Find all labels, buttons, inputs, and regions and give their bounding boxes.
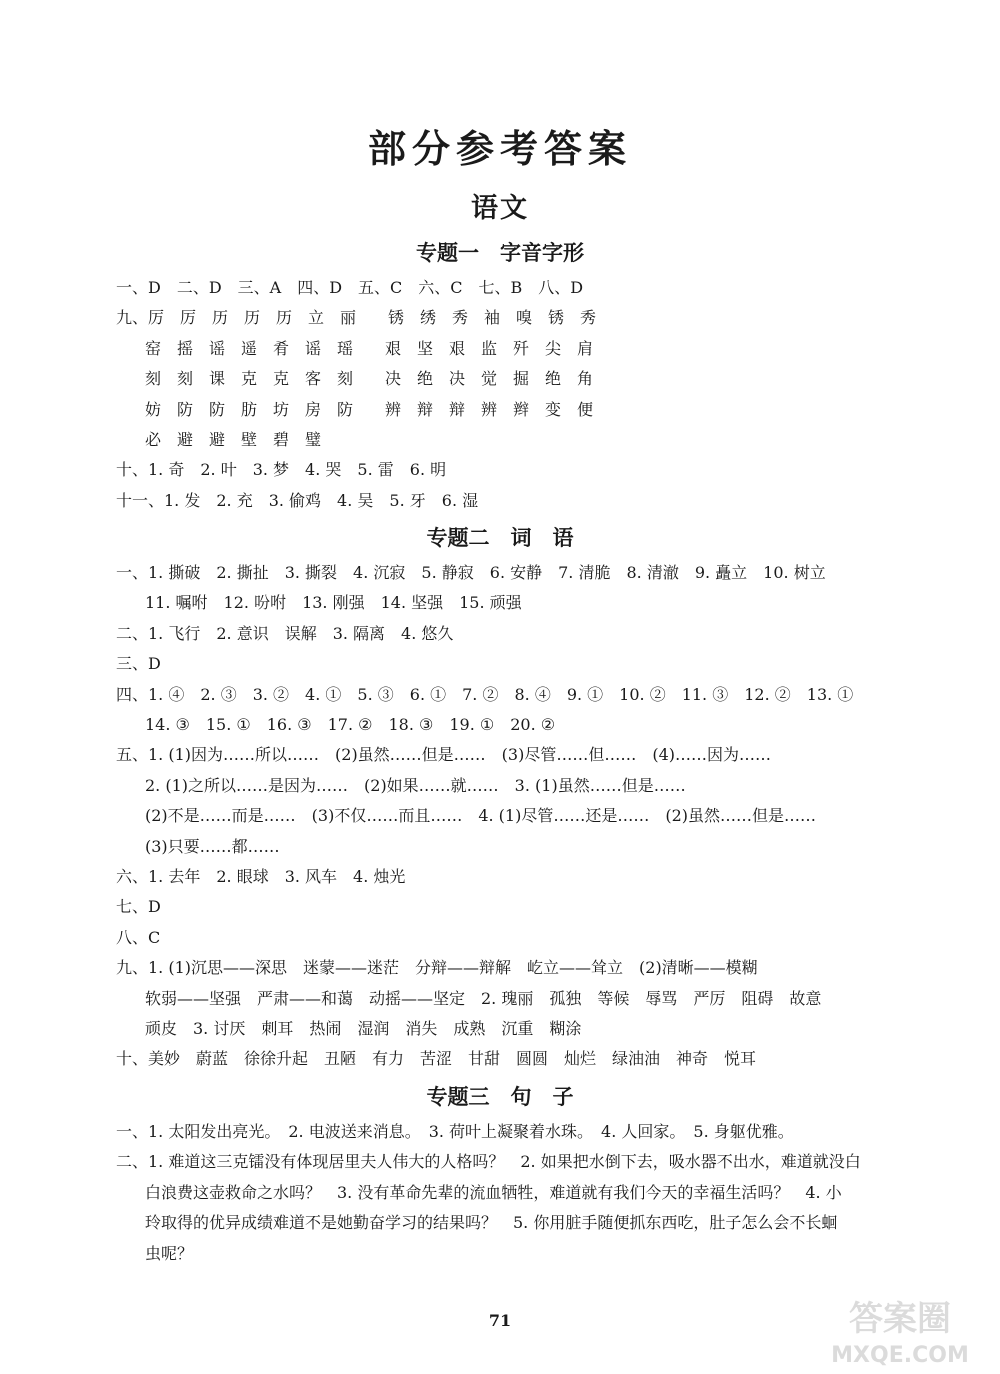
answer-line: (2)不是……而是…… (3)不仅……而且…… 4. (1)尽管……还是…… (2)虽然……但是…… xyxy=(145,806,817,825)
watermark-logo xyxy=(820,1290,980,1370)
answer-line: 玲取得的优异成绩难道不是她勤奋学习的结果吗？ 5. 你用脏手随便抓东西吃，肚子怎么会不长蛔 xyxy=(145,1213,838,1232)
answer-line: 刻 刻 课 克 克 客 刻 决 绝 决 觉 掘 绝 角 xyxy=(145,369,594,388)
answer-line: 虫呢？ xyxy=(145,1244,194,1263)
answer-line: 11. 嘱咐 12. 吩咐 13. 刚强 14. 坚强 15. 顽强 xyxy=(145,593,522,612)
answer-line: 软弱——坚强 严肃——和蔼 动摇——坚定 2. 瑰丽 孤独 等候 辱骂 严厉 阻碍 故意 xyxy=(145,989,822,1008)
answer-line: 窑 摇 谣 遥 肴 谣 瑶 艰 坚 艰 监 歼 尖 肩 xyxy=(145,339,594,358)
answer-line: (3)只要……都…… xyxy=(145,837,280,856)
answer-line: 一、1. 太阳发出亮光。 2. 电波送来消息。 3. 荷叶上凝聚着水珠。 4. 人回家。 5. 身躯优雅。 xyxy=(116,1122,794,1141)
answer-line: 白浪费这壶救命之水吗？ 3. 没有革命先辈的流血牺牲，难道就有我们今天的幸福生活吗？ 4. 小 xyxy=(145,1183,842,1202)
answer-line: 妨 防 防 肪 坊 房 防 辨 辩 辩 辨 辫 变 便 xyxy=(145,400,594,419)
answer-line: 二、1. 难道这三克镭没有体现居里夫人伟大的人格吗？ 2. 如果把水倒下去，吸水器不出水，难道就没白 xyxy=(116,1152,861,1171)
answer-line: 必 避 避 壁 碧 璧 xyxy=(145,430,322,449)
answer-line: 八、C xyxy=(116,928,161,947)
answer-line: 顽皮 3. 讨厌 刺耳 热闹 湿润 消失 成熟 沉重 糊涂 xyxy=(145,1019,582,1038)
answer-line: 十、1. 奇 2. 叶 3. 梦 4. 哭 5. 雷 6. 明 xyxy=(116,460,447,479)
section-heading: 专题三 句 子 xyxy=(426,1084,574,1109)
page-title: 部分参考答案 xyxy=(367,126,632,171)
answer-line: 一、1. 撕破 2. 撕扯 3. 撕裂 4. 沉寂 5. 静寂 6. 安静 7. 清脆 8. 清澈 9. 矗立 10. 树立 xyxy=(116,563,826,582)
answer-line: 九、1. (1)沉思——深思 迷蒙——迷茫 分辩——辩解 屹立——耸立 (2)清晰——模糊 xyxy=(116,958,758,977)
answer-line: 五、1. (1)因为……所以…… (2)虽然……但是…… (3)尽管……但…… (4)……因为…… xyxy=(116,745,772,764)
page-number: 71 xyxy=(488,1311,512,1330)
section-heading: 专题一 字音字形 xyxy=(416,240,584,265)
answer-line: 十、美妙 蔚蓝 徐徐升起 丑陋 有力 苦涩 甘甜 圆圆 灿烂 绿油油 神奇 悦耳 xyxy=(116,1049,757,1068)
answer-line: 一、D 二、D 三、A 四、D 五、C 六、C 七、B 八、D xyxy=(116,278,584,297)
answer-line: 三、D xyxy=(116,654,161,673)
answer-line: 二、1. 飞行 2. 意识 误解 3. 隔离 4. 悠久 xyxy=(116,624,454,643)
section-heading: 专题二 词 语 xyxy=(426,525,574,550)
answer-line: 四、1. ④ 2. ③ 3. ② 4. ① 5. ③ 6. ① 7. ② 8. ④ 9. ① 10. ② 11. ③ 12. ② 13. ① xyxy=(116,685,854,704)
answer-line: 2. (1)之所以……是因为…… (2)如果……就…… 3. (1)虽然……但是…… xyxy=(145,776,686,795)
answer-line: 十一、1. 发 2. 充 3. 偷鸡 4. 吴 5. 牙 6. 湿 xyxy=(116,491,479,510)
answer-line: 七、D xyxy=(116,897,161,916)
subject-title: 语文 xyxy=(471,193,529,224)
svg-text:MXQE.COM: MXQE.COM xyxy=(831,1343,969,1368)
answer-line: 六、1. 去年 2. 眼球 3. 风车 4. 烛光 xyxy=(116,867,406,886)
answer-line: 14. ③ 15. ① 16. ③ 17. ② 18. ③ 19. ① 20. ② xyxy=(145,715,556,734)
svg-text:答案圈: 答案圈 xyxy=(849,1299,951,1339)
answer-line: 九、厉 厉 历 历 历 立 丽 锈 绣 秀 袖 嗅 锈 秀 xyxy=(116,308,597,327)
